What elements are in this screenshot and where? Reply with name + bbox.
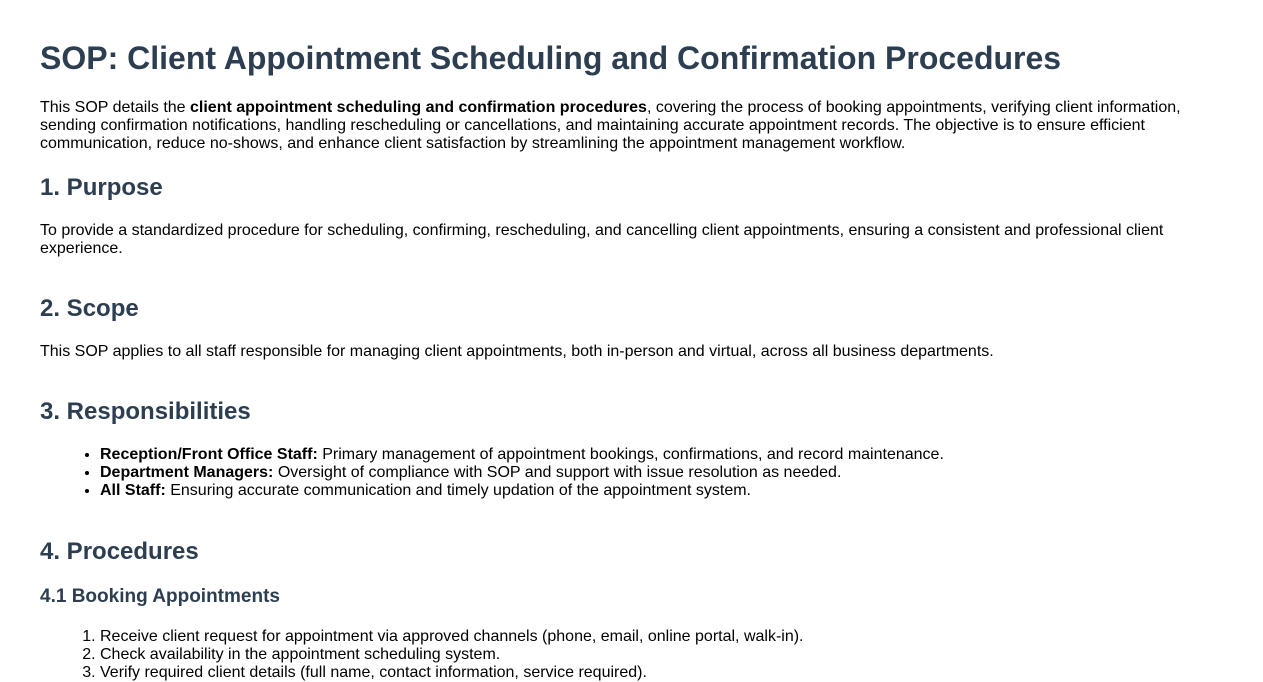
page-title: SOP: Client Appointment Scheduling and Confirmation Procedures: [40, 40, 1062, 76]
list-item: [100, 446, 1223, 464]
role-description: Ensuring accurate communication and timely updation of the appointment system.: [165, 482, 751, 499]
list-item: 1. Receive client request for appointment via approved channels (phone, email, online portal, walk-in).: [100, 628, 1223, 646]
responsibilities-list: [40, 446, 1223, 500]
intro-text-start: This SOP details the: [40, 99, 190, 116]
intro-paragraph: [40, 99, 1200, 153]
intro-bold-phrase: client appointment scheduling and confirmation procedures: [190, 99, 647, 116]
role-description: Primary management of appointment bookings, confirmations, and record maintenance.: [317, 446, 944, 463]
role-name: Reception/Front Office Staff:: [100, 446, 318, 463]
subsection-heading-booking: 4.1 Booking Appointments: [40, 586, 280, 607]
section-heading-procedures: 4. Procedures: [40, 538, 199, 565]
intro-text-end: , covering the process of booking appointments, verifying client information, sending confirmation notifications, handling rescheduling or cancellations, and maintaining accurate appointment records. The objective is to ensure efficient communication, reduce no-shows, and enhance client satisfaction by streamlining the appointment management workflow.: [40, 99, 1181, 152]
section-heading-responsibilities: 3. Responsibilities: [40, 398, 251, 425]
scope-text: This SOP applies to all staff responsible for managing client appointments, both in-person and virtual, across all business departments.: [40, 343, 994, 360]
purpose-text: To provide a standardized procedure for scheduling, confirming, rescheduling, and cancelling client appointments, ensuring a consistent and professional client experience.: [40, 222, 1164, 257]
list-item: [100, 464, 1223, 482]
list-item: 3. Verify required client details (full name, contact information, service required).: [100, 664, 1223, 682]
booking-steps-list: [40, 628, 1223, 682]
list-item: 2. Check availability in the appointment scheduling system.: [100, 646, 1223, 664]
role-description: Oversight of compliance with SOP and support with issue resolution as needed.: [273, 464, 842, 481]
section-heading-scope: 2. Scope: [40, 295, 139, 322]
section-heading-purpose: 1. Purpose: [40, 174, 163, 201]
role-name: All Staff:: [100, 482, 166, 499]
role-name: Department Managers:: [100, 464, 274, 481]
list-item: [100, 482, 1223, 500]
